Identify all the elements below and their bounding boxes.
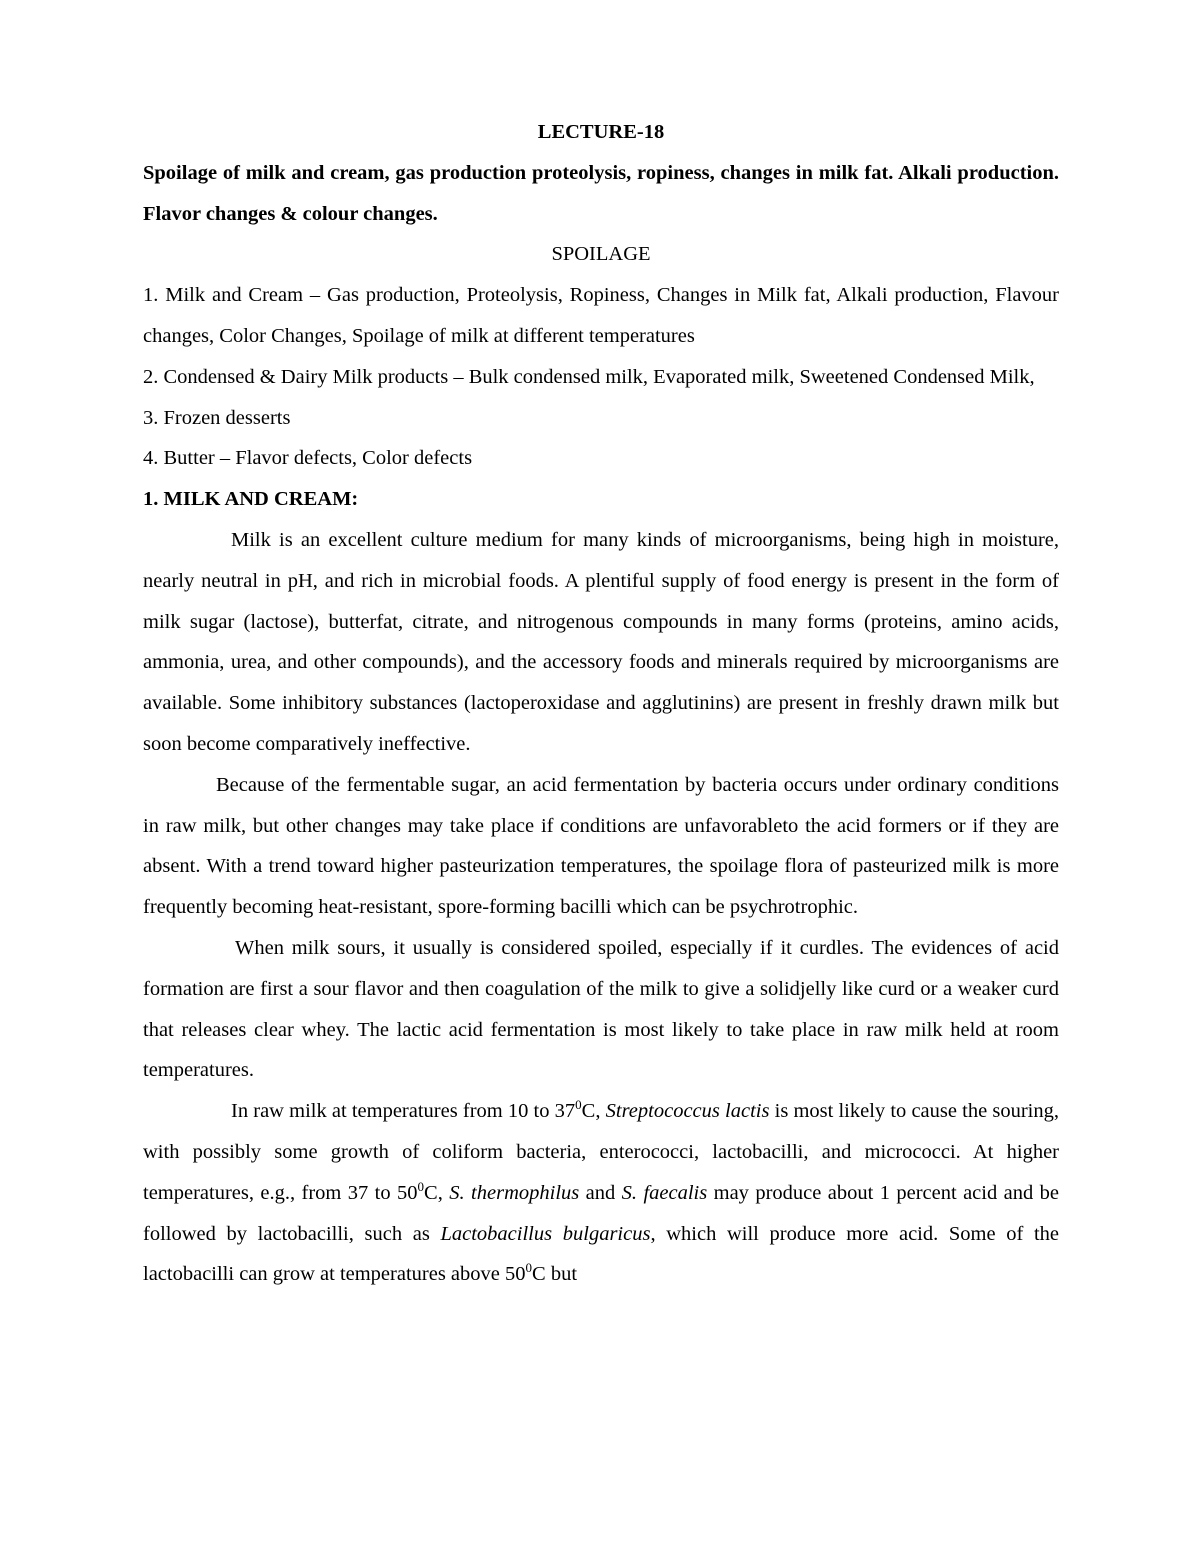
milk-cream-heading: 1. MILK AND CREAM: — [143, 488, 359, 511]
para4-text-2: C, — [581, 1100, 606, 1123]
paragraph-4 — [143, 1091, 1059, 1295]
species-lactobacillus-bulgaricus: Lactobacillus bulgaricus — [440, 1222, 651, 1245]
para4-text-4: C, — [424, 1181, 450, 1204]
lecture-title: LECTURE-18 — [537, 121, 665, 143]
outline-item-1: 1. Milk and Cream – Gas production, Proteolysis, Ropiness, Changes in Milk fat, Alkali production, Flavour changes, Color Changes, Spoilage of milk at different temperatures — [143, 284, 1059, 347]
species-streptococcus-lactis: Streptococcus lactis — [605, 1100, 770, 1123]
lecture-subtitle: Spoilage of milk and cream, gas production proteolysis, ropiness, changes in milk fat. Alkali production. Flavor changes & colour changes. — [143, 161, 1059, 225]
outline-item-2: 2. Condensed & Dairy Milk products – Bulk condensed milk, Evaporated milk, Sweetened Condensed Milk, — [143, 365, 1035, 388]
para4-text-1: In raw milk at temperatures from 10 to 37 — [231, 1100, 576, 1123]
document-page — [143, 112, 1059, 1295]
para4-text-3: is most likely to cause the souring, with possibly some growth of coliform bacteria, enterococci, lactobacilli, and micrococci. At higher temperatures, e.g., from 37 to 50 — [143, 1100, 1059, 1204]
para4-text-6: may produce about 1 percent acid and be followed by lactobacilli, such as — [143, 1181, 1059, 1245]
para4-text-5: and — [579, 1181, 622, 1204]
species-s-faecalis: S. faecalis — [621, 1181, 708, 1204]
outline-item-3: 3. Frozen desserts — [143, 406, 291, 429]
degree-sup-2: 0 — [417, 1178, 425, 1194]
degree-sup-3: 0 — [525, 1260, 533, 1276]
section-heading: SPOILAGE — [551, 243, 651, 266]
outline-item-4: 4. Butter – Flavor defects, Color defects — [143, 447, 473, 470]
paragraph-2: Because of the fermentable sugar, an acid fermentation by bacteria occurs under ordinary conditions in raw milk, but other changes may take place if conditions are unfavorableto the acid formers or if they are absent. With a trend toward higher pasteurization temperatures, the spoilage flora of pasteurized milk is more frequently becoming heat-resistant, spore-forming bacilli which can be psychrotrophic. — [143, 773, 1059, 919]
paragraph-3: When milk sours, it usually is considered spoiled, especially if it curdles. The evidences of acid formation are first a sour flavor and then coagulation of the milk to give a solidjelly like curd or a weaker curd that releases clear whey. The lactic acid fermentation is most likely to take place in raw milk held at room temperatures. — [143, 936, 1059, 1082]
para4-text-8: C but — [532, 1263, 578, 1286]
paragraph-1: Milk is an excellent culture medium for many kinds of microorganisms, being high in moisture, nearly neutral in pH, and rich in microbial foods. A plentiful supply of food energy is present in the form of milk sugar (lactose), butterfat, citrate, and nitrogenous compounds in many forms (proteins, amino acids, ammonia, urea, and other compounds), and the accessory foods and minerals required by microorganisms are available. Some inhibitory substances (lactoperoxidase and agglutinins) are present in freshly drawn milk but soon become comparatively ineffective. — [143, 528, 1059, 755]
degree-sup-1: 0 — [575, 1097, 582, 1113]
para4-text-7: , which will produce more acid. Some of the lactobacilli can grow at temperatures above 50 — [143, 1222, 1060, 1286]
species-s-thermophilus: S. thermophilus — [449, 1181, 580, 1204]
